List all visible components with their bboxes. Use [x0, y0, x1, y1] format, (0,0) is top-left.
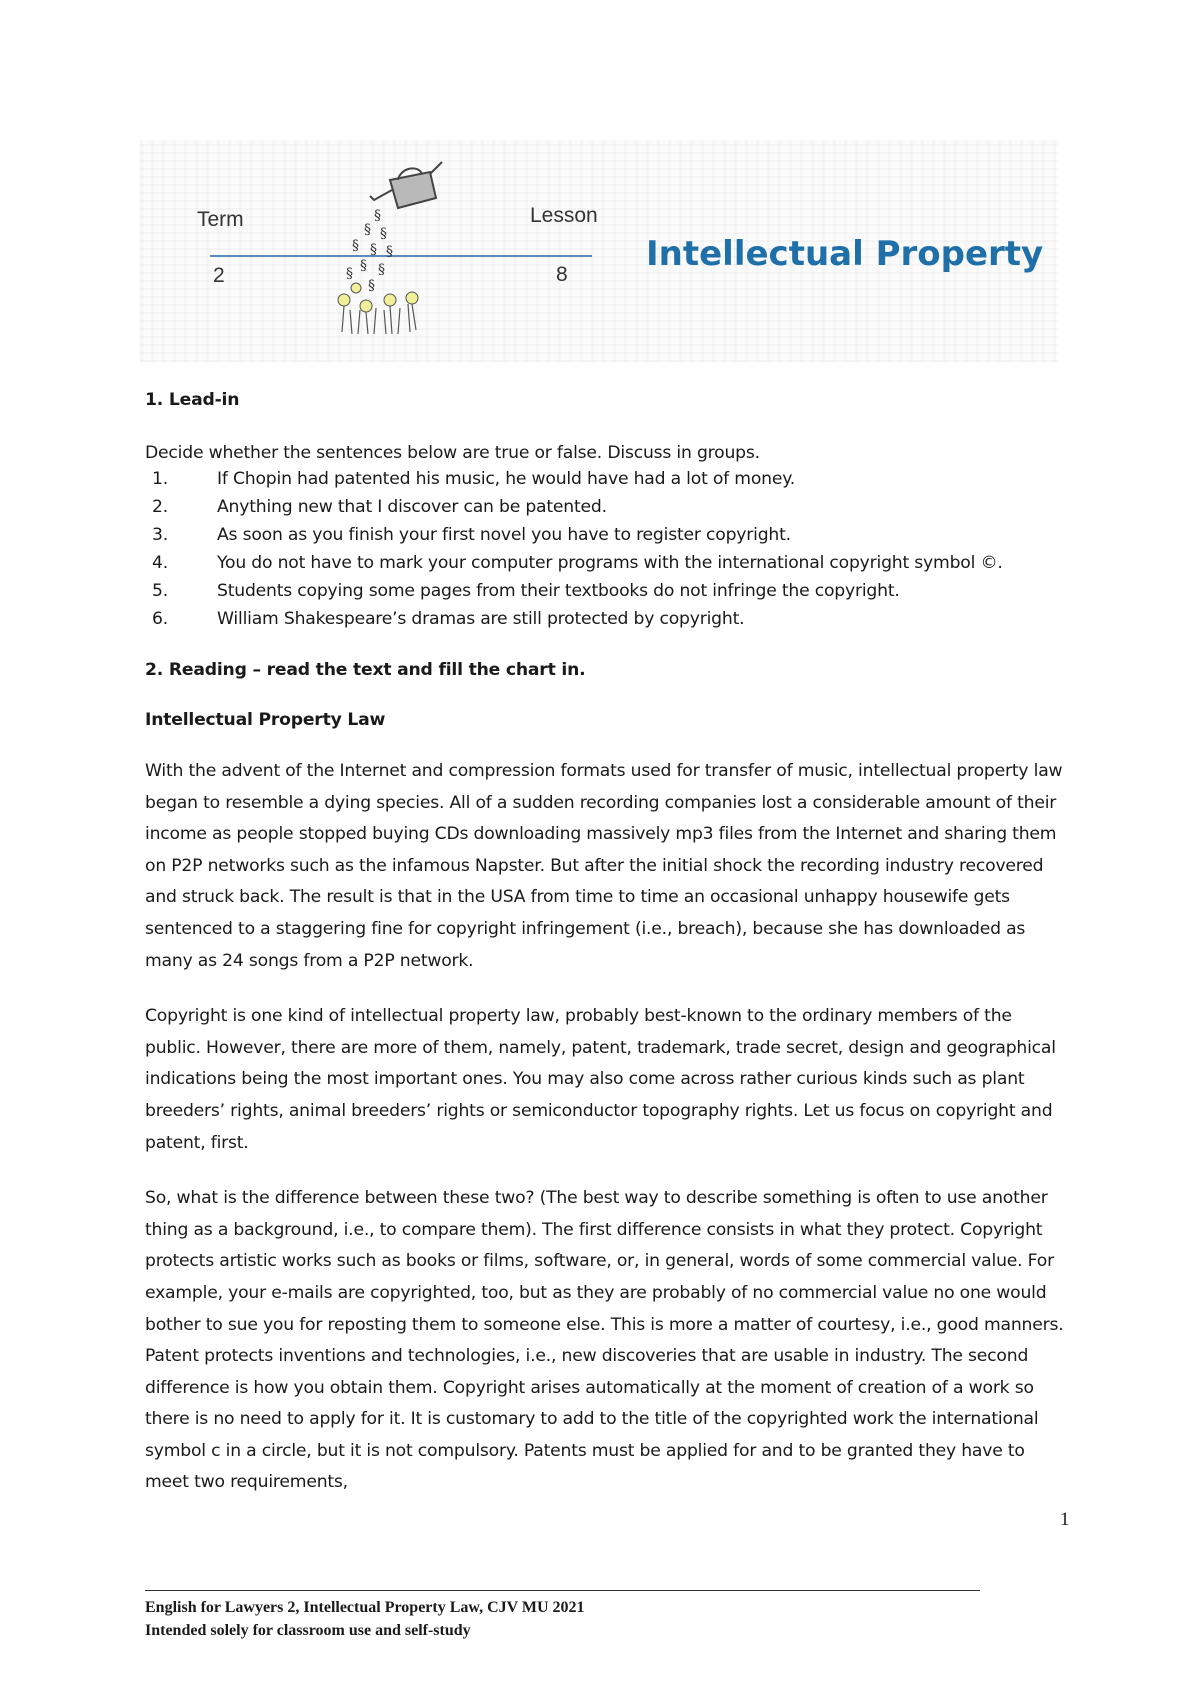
svg-text:§: § [378, 262, 385, 278]
list-item-number: 5. [152, 581, 168, 601]
list-item-number: 3. [152, 525, 168, 545]
section-heading: 2. Reading – read the text and fill the chart in. [145, 660, 586, 680]
svg-text:§: § [364, 222, 371, 238]
footer-line: English for Lawyers 2, Intellectual Property Law, CJV MU 2021 [145, 1599, 585, 1616]
page-footer [145, 1596, 585, 1642]
document-body [145, 388, 1065, 1499]
watering-can-paragraph-symbols-flowers-icon [320, 150, 450, 340]
svg-text:§: § [386, 244, 393, 260]
page-number: 1 [1060, 1509, 1070, 1530]
list-item-text: As soon as you finish your first novel you have to register copyright. [217, 525, 791, 545]
svg-text:§: § [370, 242, 377, 258]
text-title: Intellectual Property Law [145, 710, 386, 730]
lesson-title: Intellectual Property [646, 234, 1044, 274]
list-item [145, 549, 1065, 577]
list-item-text: You do not have to mark your computer programs with the international copyright symbol ©. [217, 553, 1003, 573]
list-item-number: 4. [152, 553, 168, 573]
list-item [145, 465, 1065, 493]
list-item-text: Students copying some pages from their textbooks do not infringe the copyright. [217, 581, 900, 601]
paragraph: With the advent of the Internet and compression formats used for transfer of music, intellectual property law began to resemble a dying species. All of a sudden recording companies lost a considerable amount of their income as people stopped buying CDs downloading massively mp3 files from the Internet and sharing them on P2P networks such as the infamous Napster. But after the initial shock the recording industry recovered and struck back. The result is that in the USA from time to time an occasional unhappy housewife gets sentenced to a staggering fine for copyright infringement (i.e., breach), because she has downloaded as many as 24 songs from a P2P network. [145, 761, 1063, 971]
list-item-number: 2. [152, 497, 168, 517]
list-item [145, 605, 1065, 633]
paragraph: Copyright is one kind of intellectual property law, probably best-known to the ordinary members of the public. However, there are more of them, namely, patent, trademark, trade secret, design and geographical indications being the most important ones. You may also come across rather curious kinds such as plant breeders’ rights, animal breeders’ rights or semiconductor topography rights. Let us focus on copyright and patent, first. [145, 1006, 1056, 1153]
list-item-number: 1. [152, 469, 168, 489]
list-item-text: William Shakespeare’s dramas are still protected by copyright. [217, 609, 745, 629]
lesson-label: Lesson [530, 204, 598, 227]
instruction-text: Decide whether the sentences below are true or false. Discuss in groups. [145, 443, 760, 463]
svg-text:§: § [360, 258, 367, 274]
list-item [145, 577, 1065, 605]
svg-text:§: § [346, 266, 353, 282]
section-heading: 1. Lead-in [145, 390, 240, 410]
svg-text:§: § [380, 226, 387, 242]
paragraph: So, what is the difference between these two? (The best way to describe something is often to use another thing as a background, i.e., to compare them). The first difference consists in what they protect. Copyright protects artistic works such as books or films, software, or, in general, words of some commercial value. For example, your e-mails are copyrighted, too, but as they are probably of no commercial value no one would bother to sue you for reposting them to someone else. This is more a matter of courtesy, i.e., good manners. Patent protects inventions and technologies, i.e., new discoveries that are usable in industry. The second difference is how you obtain them. Copyright arises automatically at the moment of creation of a work so there is no need to apply for it. It is customary to add to the title of the copyrighted work the international symbol c in a circle, but it is not compulsory. Patents must be applied for and to be granted they have to meet two requirements, [145, 1188, 1064, 1493]
lesson-banner [140, 140, 1058, 362]
lesson-value: 8 [556, 263, 568, 286]
footer-line: Intended solely for classroom use and self-study [145, 1622, 471, 1639]
svg-text:§: § [368, 278, 375, 294]
term-value: 2 [213, 264, 225, 287]
list-item-text: If Chopin had patented his music, he would have had a lot of money. [217, 469, 796, 489]
svg-text:§: § [374, 208, 381, 224]
statement-list [145, 465, 1065, 633]
list-item-text: Anything new that I discover can be patented. [217, 497, 607, 517]
list-item [145, 493, 1065, 521]
footer-divider [145, 1590, 980, 1591]
term-label: Term [197, 208, 244, 231]
svg-text:§: § [352, 238, 359, 254]
list-item-number: 6. [152, 609, 168, 629]
list-item [145, 521, 1065, 549]
